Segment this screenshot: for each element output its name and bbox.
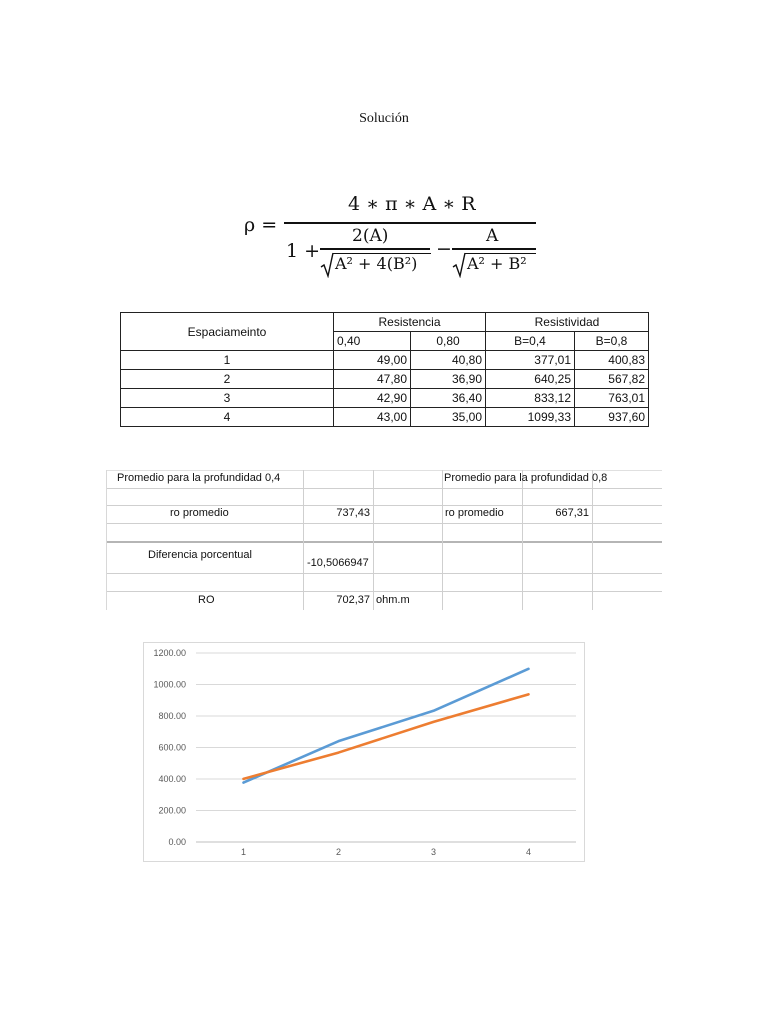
table-cell: 567,82 xyxy=(575,370,649,389)
table-cell: 36,40 xyxy=(411,389,486,408)
x-tick-label: 3 xyxy=(430,847,437,857)
y-tick-label: 400.00 xyxy=(158,774,186,784)
ro-value: 702,37 xyxy=(336,594,370,606)
averages-sheet xyxy=(106,470,662,610)
table-cell: 49,00 xyxy=(334,351,411,370)
grid-line xyxy=(106,541,662,543)
table-cell: 42,90 xyxy=(334,389,411,408)
table-cell: 377,01 xyxy=(486,351,575,370)
ro-label: RO xyxy=(198,594,215,606)
resistivity-table xyxy=(120,312,649,427)
grid-line xyxy=(106,573,662,574)
grid-line xyxy=(106,488,662,489)
table-row xyxy=(121,408,649,427)
x-tick-label: 2 xyxy=(335,847,342,857)
sqrt-icon xyxy=(320,252,334,278)
table-cell: 937,60 xyxy=(575,408,649,427)
formula-numerator: 4 ∗ π ∗ A ∗ R xyxy=(348,193,476,215)
table-cell: 2 xyxy=(121,370,334,389)
x-tick-label: 4 xyxy=(525,847,532,857)
series-line xyxy=(244,669,529,783)
resistivity-formula xyxy=(240,190,540,285)
formula-frac1-denominator: A² + 4(B²) xyxy=(335,254,418,273)
ro-promedio-label: ro promedio xyxy=(170,507,229,519)
subheader-cell: 0,40 xyxy=(334,332,411,351)
grid-line xyxy=(442,470,443,610)
table-row xyxy=(121,389,649,408)
x-tick-label: 1 xyxy=(240,847,247,857)
formula-minus: − xyxy=(436,238,452,260)
table-row xyxy=(121,351,649,370)
table-cell: 1 xyxy=(121,351,334,370)
header-resistencia: Resistencia xyxy=(334,313,486,332)
table-cell: 4 xyxy=(121,408,334,427)
table-cell: 400,83 xyxy=(575,351,649,370)
grid-line xyxy=(106,523,662,524)
promedio-04-label: Promedio para la profundidad 0,4 xyxy=(117,472,281,484)
subheader-cell: B=0,4 xyxy=(486,332,575,351)
grid-line xyxy=(522,470,523,610)
y-tick-label: 0.00 xyxy=(168,837,186,847)
y-tick-label: 1000.00 xyxy=(153,679,186,690)
formula-frac2-numerator: A xyxy=(486,226,499,246)
grid-line xyxy=(106,505,662,506)
series-line xyxy=(244,694,529,779)
grid-line xyxy=(106,470,662,471)
grid-line xyxy=(106,591,662,592)
y-tick-label: 800.00 xyxy=(158,711,186,721)
table-row xyxy=(121,370,649,389)
table-cell: 763,01 xyxy=(575,389,649,408)
formula-one-plus: 1 + xyxy=(286,240,321,262)
diferencia-value: -10,5066947 xyxy=(307,557,369,569)
table-cell: 43,00 xyxy=(334,408,411,427)
formula-main-fraction-bar xyxy=(284,222,536,224)
ro-promedio-label: ro promedio xyxy=(445,507,504,519)
y-tick-label: 600.00 xyxy=(158,742,186,753)
formula-lhs: ρ = xyxy=(244,214,278,236)
formula-frac1-bar xyxy=(320,248,430,250)
y-tick-label: 1200.00 xyxy=(153,648,186,658)
grid-line xyxy=(303,470,304,610)
subheader-cell: 0,80 xyxy=(411,332,486,351)
ro-promedio-value: 737,43 xyxy=(336,507,370,519)
formula-frac1-numerator: 2(A) xyxy=(352,226,389,246)
table-cell: 35,00 xyxy=(411,408,486,427)
diferencia-label: Diferencia porcentual xyxy=(148,549,252,561)
chart-svg xyxy=(144,643,584,861)
sqrt-icon xyxy=(452,252,466,278)
ro-promedio-value: 667,31 xyxy=(555,507,589,519)
promedio-08-label: Promedio para la profundidad 0,8 xyxy=(444,472,608,484)
formula-frac2-bar xyxy=(452,248,536,250)
table-cell: 640,25 xyxy=(486,370,575,389)
table-cell: 36,90 xyxy=(411,370,486,389)
table-cell: 833,12 xyxy=(486,389,575,408)
formula-frac2-denominator: A² + B² xyxy=(467,254,527,273)
header-spacing: Espaciameinto xyxy=(121,313,334,351)
table-cell: 3 xyxy=(121,389,334,408)
grid-line xyxy=(592,470,593,610)
ro-unit: ohm.m xyxy=(376,594,410,606)
resistivity-chart xyxy=(143,642,585,862)
y-tick-label: 200.00 xyxy=(158,805,186,816)
table-cell: 1099,33 xyxy=(486,408,575,427)
table-cell: 47,80 xyxy=(334,370,411,389)
grid-line xyxy=(373,470,374,610)
grid-line xyxy=(106,470,107,610)
page-title: Solución xyxy=(359,111,409,126)
subheader-cell: B=0,8 xyxy=(575,332,649,351)
table-cell: 40,80 xyxy=(411,351,486,370)
header-resistividad: Resistividad xyxy=(486,313,649,332)
